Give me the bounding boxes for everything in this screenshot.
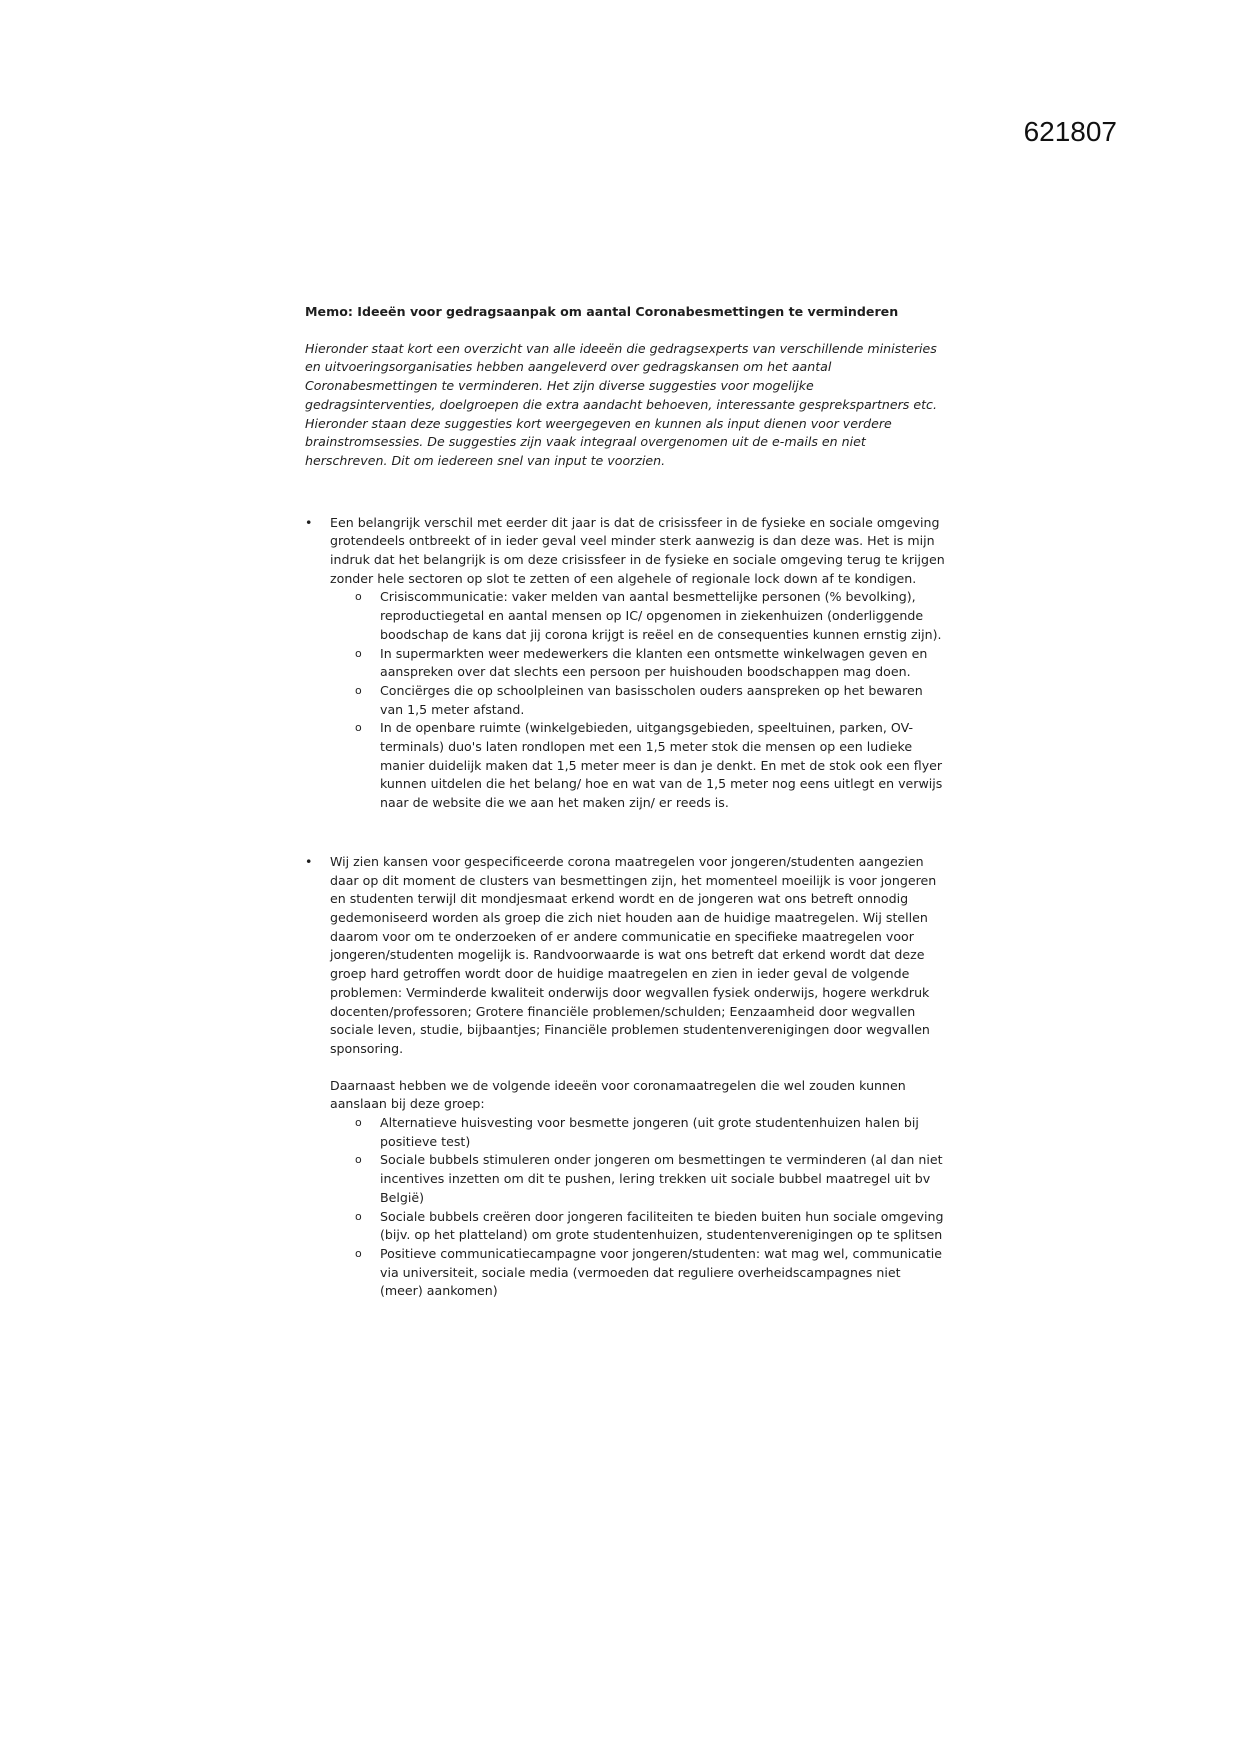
sub-list <box>330 1114 945 1301</box>
list-item <box>355 1208 945 1245</box>
list-item-text: Crisiscommunicatie: vaker melden van aantal besmettelijke personen (% bevolking), reproductiegetal en aantal mensen op IC/ opgenomen in ziekenhuizen (onderliggende boodschap de kans dat jij corona krijgt is reëel en de consequenties kunnen ernstig zijn). <box>380 589 942 642</box>
section-text-ideas: Daarnaast hebben we de volgende ideeën voor coronamaatregelen die wel zouden kunnen aanslaan bij deze groep: <box>330 1077 906 1112</box>
document-number: 621807 <box>1023 116 1117 147</box>
memo-intro: Hieronder staat kort een overzicht van alle ideeën die gedragsexperts van verschillende ministeries en uitvoeringsorganisaties hebben aangeleverd over gedragskansen om het aantal Coronabesmettingen te verminderen. Het zijn diverse suggesties voor mogelijke gedragsinterventies, doelgroepen die extra aandacht behoeven, interessante gesprekspartners etc. Hieronder staan deze suggesties kort weergegeven en kunnen als input dienen voor verdere brainstromsessies. De suggesties zijn vaak integraal overgenomen uit de e-mails en niet herschreven. Dit om iedereen snel van input te voorzien. <box>305 340 937 468</box>
list-item <box>355 719 945 813</box>
bullet-icon: • <box>305 514 313 530</box>
list-item-text: Sociale bubbels stimuleren onder jongeren om besmettingen te verminderen (al dan niet incentives inzetten om dit te pushen, lering trekken uit sociale bubbel maatregel uit bv België) <box>380 1152 943 1205</box>
bullet-icon: • <box>305 853 313 869</box>
circle-bullet-icon: o <box>355 590 362 604</box>
section-text: Een belangrijk verschil met eerder dit jaar is dat de crisissfeer in de fysieke en sociale omgeving grotendeels ontbreekt of in ieder geval veel minder sterk aanwezig is dan deze was. Het is mijn indruk dat het belangrijk is om deze crisissfeer in de fysieke en sociale omgeving terug te krijgen zonder hele sectoren op slot te zetten of een algehele of regionale lock down af te kondigen. <box>330 514 945 586</box>
sub-list <box>330 588 945 812</box>
section-jongeren <box>305 853 945 1301</box>
list-item <box>355 645 945 682</box>
list-item <box>355 1245 945 1301</box>
circle-bullet-icon: o <box>355 683 362 697</box>
list-item <box>355 682 945 719</box>
list-item-text: Conciërges die op schoolpleinen van basisscholen ouders aanspreken op het bewaren van 1,5 meter afstand. <box>380 682 923 717</box>
list-item-text: In supermarkten weer medewerkers die klanten een ontsmette winkelwagen geven en aanspreken over dat slechts een persoon per huishouden boodschappen mag doen. <box>380 645 928 680</box>
list-item <box>355 1151 945 1207</box>
circle-bullet-icon: o <box>355 646 362 660</box>
list-item-text: Positieve communicatiecampagne voor jongeren/studenten: wat mag wel, communicatie via universiteit, sociale media (vermoeden dat reguliere overheidscampagnes niet (meer) aankomen) <box>380 1245 943 1299</box>
circle-bullet-icon: o <box>355 1209 362 1223</box>
memo <box>305 303 945 1301</box>
circle-bullet-icon: o <box>355 1153 362 1167</box>
list-item-text: Sociale bubbels creëren door jongeren faciliteiten te bieden buiten hun sociale omgeving (bijv. op het platteland) om grote studentenhuizen, studentenverenigingen op te splitsen <box>380 1208 944 1243</box>
list-item-text: Alternatieve huisvesting voor besmette jongeren (uit grote studentenhuizen halen bij positieve test) <box>380 1115 919 1149</box>
circle-bullet-icon: o <box>355 1246 362 1260</box>
list-item <box>355 588 945 644</box>
list-item-text: In de openbare ruimte (winkelgebieden, uitgangsgebieden, speeltuinen, parken, OV-terminals) duo's laten rondlopen met een 1,5 meter stok die mensen op een ludieke manier duidelijk maken dat 1,5 meter meer is dan je denkt. En met de stok ook een flyer kunnen uitdelen die het belang/ hoe en wat van de 1,5 meter nog eens uitlegt en verwijs naar de website die we aan het maken zijn/ er reeds is. <box>380 720 943 811</box>
circle-bullet-icon: o <box>355 1116 362 1130</box>
section-text: Wij zien kansen voor gespecificeerde corona maatregelen voor jongeren/studenten aangezien daar op dit moment de clusters van besmettingen zijn, het momenteel moeilijk is voor jongeren en studenten terwijl dit mondjesmaat erkend wordt en de jongeren wat ons betreft onnodig gedemoniseerd worden als groep die zich niet houden aan de huidige maatregelen. Wij stellen daarom voor om te onderzoeken of er andere communicatie en specifieke maatregelen voor jongeren/studenten mogelijk is. Randvoorwaarde is wat ons betreft dat erkend wordt dat deze groep hard getroffen wordt door de huidige maatregelen en zien in ieder geval de volgende problemen: Verminderde kwaliteit onderwijs door wegvallen fysiek onderwijs, hogere werkdruk docenten/professoren; Grotere financiële problemen/schulden; Eenzaamheid door wegvallen sociale leven, studie, bijbaantjes; Financiële problemen studentenverenigingen door wegvallen sponsoring. <box>330 853 937 1056</box>
section-crisissfeer <box>305 514 945 813</box>
memo-title: Memo: Ideeën voor gedragsaanpak om aantal Coronabesmettingen te verminderen <box>305 304 899 319</box>
list-item <box>355 1114 945 1151</box>
circle-bullet-icon: o <box>355 721 362 735</box>
